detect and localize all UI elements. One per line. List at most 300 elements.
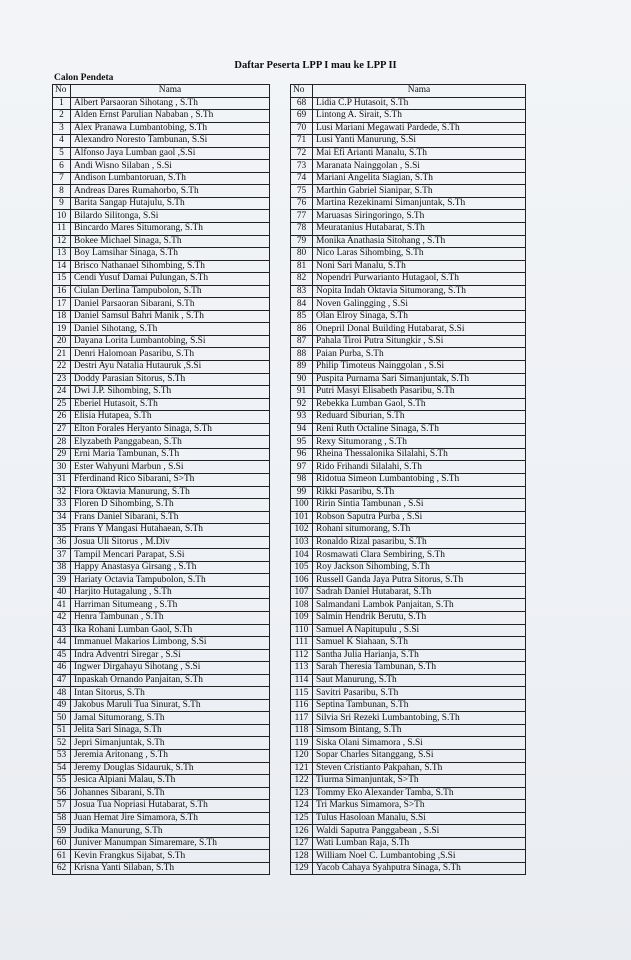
table-row [53,837,270,850]
table-row [53,825,270,838]
participant-name: Harjito Hutagalung , S.Th [71,586,270,599]
participant-name: Dwi J.P. Sihombing, S.Th [71,386,270,399]
table-row [291,110,526,123]
participant-name: Onepril Donal Building Hutabarat, S.Si [313,323,526,336]
row-number: 110 [291,624,313,637]
table-row [53,787,270,800]
table-row [53,172,270,185]
table-row [53,110,270,123]
section-label: Calon Pendeta [54,73,114,83]
row-number: 74 [291,172,313,185]
table-row [291,185,526,198]
header-no: No [291,85,313,98]
participant-name: Alden Ernst Parulian Nababan , S.Th [71,110,270,123]
row-number: 88 [291,348,313,361]
participant-name: Noven Galingging , S.Si [313,298,526,311]
participant-name: Frans Daniel Sibarani, S.Th [71,511,270,524]
row-number: 20 [53,335,71,348]
participant-name: Robson Saputra Purba , S.Si [313,511,526,524]
participant-name: Frans Y Mangasi Hutahaean, S.Th [71,524,270,537]
table-row [291,687,526,700]
participant-name: Rosmawati Clara Sembiring, S.Th [313,549,526,562]
table-row [291,448,526,461]
row-number: 42 [53,611,71,624]
participant-name: Puspita Purnama Sari Simanjuntak, S.Th [313,373,526,386]
participant-name: Immanuel Makarios Limbong, S.Si [71,637,270,650]
table-row [291,197,526,210]
participant-name: Kevin Frangkus Sijabat, S.Th [71,850,270,863]
header-nama: Nama [313,85,526,98]
participant-name: Intan Sitorus, S.Th [71,687,270,700]
table-row [291,787,526,800]
participant-name: Juniver Manumpan Simaremare, S.Th [71,837,270,850]
row-number: 46 [53,662,71,675]
participant-name: Daniel Parsaoran Sibarani, S.Th [71,298,270,311]
participant-name: Happy Anastasya Girsang , S.Th [71,561,270,574]
row-number: 5 [53,147,71,160]
row-number: 16 [53,285,71,298]
row-number: 104 [291,549,313,562]
table-row [291,762,526,775]
table-row [53,637,270,650]
participant-name: Ronaldo Rizal pasaribu, S.Th [313,536,526,549]
row-number: 39 [53,574,71,587]
row-number: 32 [53,486,71,499]
row-number: 102 [291,524,313,537]
participant-name: Inpaskah Ornando Panjaitan, S.Th [71,674,270,687]
table-row [291,712,526,725]
participant-name: Paian Purba, S.Th [313,348,526,361]
participant-name: Ester Wahyuni Marbun , S.Si [71,461,270,474]
table-row [291,486,526,499]
row-number: 49 [53,699,71,712]
participant-name: Rebekka Lumban Gaol, S.Th [313,398,526,411]
row-number: 4 [53,135,71,148]
participant-name: Salmin Hendrik Berutu, S.Th [313,611,526,624]
table-row [291,461,526,474]
participant-name: Rido Frihandi Silalahi, S.Th [313,461,526,474]
participant-name: Rikki Pasaribu, S.Th [313,486,526,499]
row-number: 107 [291,586,313,599]
participant-name: Nico Laras Sihombing, S.Th [313,248,526,261]
participant-name: Roy Jackson Sihombing, S.Th [313,561,526,574]
row-number: 82 [291,273,313,286]
row-number: 30 [53,461,71,474]
participant-table-left [52,84,270,875]
participant-name: Bincardo Mares Situmorang, S.Th [71,223,270,236]
row-number: 103 [291,536,313,549]
participant-name: Tiurma Simanjuntak, S>Th [313,775,526,788]
table-row [291,825,526,838]
table-row [53,674,270,687]
row-number: 99 [291,486,313,499]
table-header-row [53,85,270,98]
row-number: 70 [291,122,313,135]
participant-name: Hariaty Octavia Tampubolon, S.Th [71,574,270,587]
table-row [53,373,270,386]
row-number: 120 [291,749,313,762]
participant-name: Daniel Sihotang, S.Th [71,323,270,336]
row-number: 127 [291,837,313,850]
table-row [53,160,270,173]
participant-name: Mai Efi Arianti Manalu, S.Th [313,147,526,160]
row-number: 22 [53,361,71,374]
table-row [291,260,526,273]
participant-name: Putri Masyi Elisabeth Pasaribu, S.Th [313,386,526,399]
row-number: 106 [291,574,313,587]
table-row [291,473,526,486]
participant-name: Ciulan Derlina Tampubolon, S.Th [71,285,270,298]
table-row [291,122,526,135]
table-row [53,135,270,148]
row-number: 54 [53,762,71,775]
row-number: 112 [291,649,313,662]
table-row [53,348,270,361]
participant-name: Krisna Yanti Silaban, S.Th [71,862,270,875]
table-row [53,712,270,725]
row-number: 122 [291,775,313,788]
row-number: 8 [53,185,71,198]
table-row [291,135,526,148]
table-row [291,850,526,863]
header-no: No [53,85,71,98]
participant-name: Andison Lumbantoruan, S.Th [71,172,270,185]
row-number: 84 [291,298,313,311]
participant-name: Saut Manurung, S.Th [313,674,526,687]
participant-name: Brisco Nathanael Sihombing, S.Th [71,260,270,273]
table-row [53,210,270,223]
participant-name: Barita Sangap Hutajulu, S.Th [71,197,270,210]
table-row [291,624,526,637]
participant-name: Johannes Sibarani, S.Th [71,787,270,800]
row-number: 26 [53,411,71,424]
row-number: 129 [291,862,313,875]
participant-name: Steven Cristianto Pakpahan, S.Th [313,762,526,775]
participant-name: Albert Parsaoran Sihotang , S.Th [71,97,270,110]
participant-name: Fferdinand Rico Sibarani, S>Th [71,473,270,486]
participant-name: Tri Markus Simamora, S>Th [313,800,526,813]
row-number: 33 [53,499,71,512]
participant-name: Judika Manurung, S.Th [71,825,270,838]
participant-name: Floren D Sihombing, S.Th [71,499,270,512]
participant-name: Jeremia Aritonang , S.Th [71,749,270,762]
table-row [291,423,526,436]
table-row [291,223,526,236]
table-row [53,260,270,273]
row-number: 92 [291,398,313,411]
row-number: 35 [53,524,71,537]
participant-name: Josua Tua Nopriasi Hutabarat, S.Th [71,800,270,813]
table-row [291,160,526,173]
row-number: 31 [53,473,71,486]
table-row [53,699,270,712]
row-number: 62 [53,862,71,875]
row-number: 17 [53,298,71,311]
participant-name: Martina Rezekinami Simanjuntak, S.Th [313,197,526,210]
table-row [291,549,526,562]
table-body-right [291,97,526,875]
table-row [291,210,526,223]
participant-name: Rohani situmorang, S.Th [313,524,526,537]
table-row [291,699,526,712]
row-number: 73 [291,160,313,173]
table-row [291,674,526,687]
table-row [53,687,270,700]
table-row [53,461,270,474]
participant-name: Ridotua Simeon Lumbantobing , S.Th [313,473,526,486]
table-row [291,662,526,675]
participant-name: Samuel A Napitupulu , S.Si [313,624,526,637]
row-number: 25 [53,398,71,411]
participant-name: Reni Ruth Octaline Sinaga, S.Th [313,423,526,436]
row-number: 53 [53,749,71,762]
participant-name: Septina Tambunan, S.Th [313,699,526,712]
table-row [291,737,526,750]
participant-name: Alfonso Jaya Lumban gaol ,S.Si [71,147,270,160]
row-number: 58 [53,812,71,825]
participant-name: Monika Anathasia Sitohang , S.Th [313,235,526,248]
participant-name: Salmandani Lambok Panjaitan, S.Th [313,599,526,612]
row-number: 11 [53,223,71,236]
participant-name: Henra Tambunan , S.Th [71,611,270,624]
row-number: 91 [291,386,313,399]
participant-name: Flora Oktavia Manurung, S.Th [71,486,270,499]
participant-name: Lusi Yanti Manurung, S.Si [313,135,526,148]
table-row [291,511,526,524]
table-row [53,737,270,750]
row-number: 6 [53,160,71,173]
participant-name: Pahala Tiroi Putra Situngkir , S.Si [313,335,526,348]
table-row [53,749,270,762]
table-row [291,561,526,574]
row-number: 19 [53,323,71,336]
table-row [291,574,526,587]
table-row [291,386,526,399]
participant-name: Nopita Indah Oktavia Situmorang, S.Th [313,285,526,298]
table-row [53,285,270,298]
participant-name: Sopar Charles Sitanggang, S.Si [313,749,526,762]
row-number: 12 [53,235,71,248]
participant-name: Mariani Angelita Siagian, S.Th [313,172,526,185]
participant-name: Wati Lumban Raja, S.Th [313,837,526,850]
table-row [53,423,270,436]
row-number: 57 [53,800,71,813]
table-row [53,611,270,624]
participant-name: Lidia C.P Hutasoit, S.Th [313,97,526,110]
table-row [291,536,526,549]
participant-name: Bilardo Silitonga, S.Si [71,210,270,223]
row-number: 80 [291,248,313,261]
row-number: 61 [53,850,71,863]
table-row [53,185,270,198]
table-row [291,298,526,311]
participant-name: Ingwer Dirgahayu Sihotang , S.Si [71,662,270,675]
table-row [53,524,270,537]
participant-name: Denri Halomoan Pasaribu, S.Th [71,348,270,361]
row-number: 7 [53,172,71,185]
participant-name: Juan Hemat Jire Simamora, S.Th [71,812,270,825]
participant-name: Maruasas Siringoringo, S.Th [313,210,526,223]
participant-name: Waldi Saputra Panggabean , S.Si [313,825,526,838]
table-row [53,147,270,160]
row-number: 124 [291,800,313,813]
participant-name: Jamal Situmorang, S.Th [71,712,270,725]
row-number: 71 [291,135,313,148]
participant-name: Tulus Hasoloan Manalu, S.Si [313,812,526,825]
table-row [291,411,526,424]
row-number: 45 [53,649,71,662]
row-number: 101 [291,511,313,524]
table-row [53,574,270,587]
participant-name: Boy Lamsihar Sinaga, S.Th [71,248,270,261]
row-number: 2 [53,110,71,123]
table-body-left [53,97,270,875]
table-row [53,122,270,135]
row-number: 3 [53,122,71,135]
table-row [53,724,270,737]
row-number: 118 [291,724,313,737]
table-row [53,499,270,512]
row-number: 125 [291,812,313,825]
table-header-row [291,85,526,98]
participant-name: Rexy Situmorang , S.Th [313,436,526,449]
participant-name: Tommy Eko Alexander Tamba, S.Th [313,787,526,800]
table-row [53,486,270,499]
participant-name: Noni Sari Manalu, S.Th [313,260,526,273]
row-number: 79 [291,235,313,248]
table-row [53,197,270,210]
row-number: 119 [291,737,313,750]
participant-name: Andi Wisno Silaban , S.Si [71,160,270,173]
table-row [53,586,270,599]
participant-name: Cendi Yusuf Damai Pulungan, S.Th [71,273,270,286]
table-row [53,335,270,348]
row-number: 23 [53,373,71,386]
row-number: 109 [291,611,313,624]
table-row [291,586,526,599]
participant-name: Dayana Lorita Lumbantobing, S.Si [71,335,270,348]
participant-name: Alexandro Noresto Tambunan, S.Si [71,135,270,148]
row-number: 37 [53,549,71,562]
table-row [53,97,270,110]
participant-name: Jakobus Maruli Tua Sinurat, S.Th [71,699,270,712]
participant-name: Jelita Sari Sinaga, S.Th [71,724,270,737]
row-number: 13 [53,248,71,261]
table-row [291,172,526,185]
header-nama: Nama [71,85,270,98]
row-number: 83 [291,285,313,298]
participant-name: Josua Uli Sitorus , M.Div [71,536,270,549]
table-row [53,436,270,449]
row-number: 34 [53,511,71,524]
row-number: 96 [291,448,313,461]
table-row [53,511,270,524]
table-row [291,361,526,374]
row-number: 76 [291,197,313,210]
row-number: 28 [53,436,71,449]
row-number: 97 [291,461,313,474]
table-row [53,298,270,311]
table-row [291,248,526,261]
participant-name: Olan Elroy Sinaga, S.Th [313,310,526,323]
row-number: 94 [291,423,313,436]
row-number: 38 [53,561,71,574]
table-row [53,273,270,286]
row-number: 117 [291,712,313,725]
participant-name: Daniel Samsul Bahri Manik , S.Th [71,310,270,323]
table-row [291,749,526,762]
row-number: 87 [291,335,313,348]
row-number: 69 [291,110,313,123]
participant-name: Russell Ganda Jaya Putra Sitorus, S.Th [313,574,526,587]
table-row [53,649,270,662]
participant-name: Rheina Thessalonika Silalahi, S.Th [313,448,526,461]
participant-name: Simsom Bintang, S.Th [313,724,526,737]
participant-name: Samuel K Siahaan, S.Th [313,637,526,650]
participant-name: Jepri Simanjuntak, S.Th [71,737,270,750]
row-number: 116 [291,699,313,712]
table-row [291,862,526,875]
participant-name: Savitri Pasaribu, S.Th [313,687,526,700]
participant-name: Elisia Hutapea, S.Th [71,411,270,424]
participant-name: Yacob Cahaya Syahputra Sinaga, S.Th [313,862,526,875]
table-row [53,235,270,248]
participant-name: Siska Olani Simamora , S.Si [313,737,526,750]
participant-name: Bokee Michael Sinaga, S.Th [71,235,270,248]
row-number: 86 [291,323,313,336]
row-number: 56 [53,787,71,800]
participant-name: Marthin Gabriel Sianipar, S.Th [313,185,526,198]
table-row [53,398,270,411]
table-row [291,348,526,361]
row-number: 21 [53,348,71,361]
row-number: 15 [53,273,71,286]
table-row [53,561,270,574]
row-number: 75 [291,185,313,198]
table-row [291,373,526,386]
participant-name: Indra Adventri Siregar , S.Si [71,649,270,662]
table-row [291,436,526,449]
row-number: 95 [291,436,313,449]
participant-name: Maranata Nainggolan , S.Si [313,160,526,173]
table-row [291,724,526,737]
row-number: 123 [291,787,313,800]
row-number: 51 [53,724,71,737]
table-row [291,599,526,612]
row-number: 40 [53,586,71,599]
row-number: 100 [291,499,313,512]
row-number: 14 [53,260,71,273]
participant-name: Alex Pranawa Lumbantobing, S.Th [71,122,270,135]
participant-name: Elton Forales Heryanto Sinaga, S.Th [71,423,270,436]
table-row [53,473,270,486]
participant-name: Harriman Situmeang , S.Th [71,599,270,612]
row-number: 47 [53,674,71,687]
table-row [291,499,526,512]
participant-name: Reduard Siburian, S.Th [313,411,526,424]
table-row [291,323,526,336]
participant-name: Sarah Theresia Tambunan, S.Th [313,662,526,675]
row-number: 27 [53,423,71,436]
table-row [53,812,270,825]
table-row [291,800,526,813]
table-row [53,662,270,675]
table-row [291,97,526,110]
table-row [53,862,270,875]
row-number: 72 [291,147,313,160]
participant-name: Santha Julia Harianja, S.Th [313,649,526,662]
participant-name: Erni Maria Tambunan, S.Th [71,448,270,461]
